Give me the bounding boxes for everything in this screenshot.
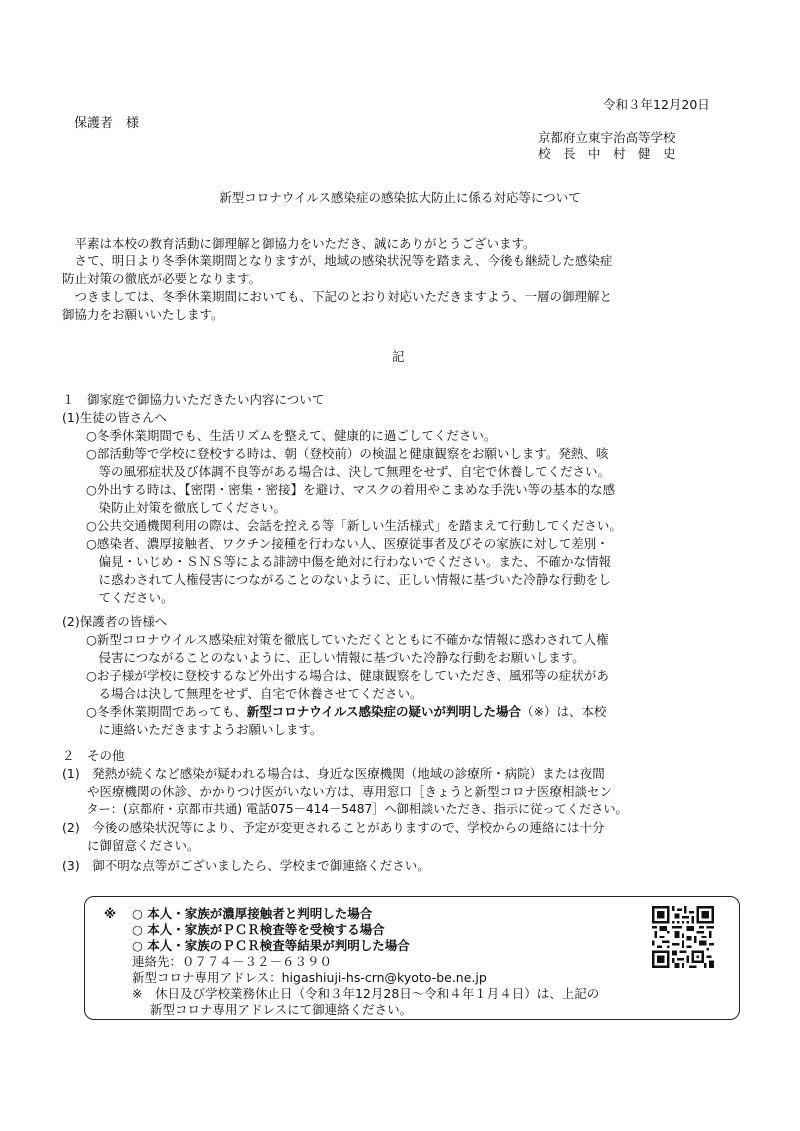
sub2-heading: (2)保護者の皆様へ [62, 614, 168, 629]
notice-case: ○ 本人・家族が濃厚接触者と判明した場合 [132, 906, 373, 921]
intro-line: つきましては、冬季休業期間においても、下記のとおり対応いただきますよう、一層の御理解と [62, 289, 613, 304]
contact-email[interactable]: 新型コロナ専用アドレス：higashiuji-hs-crn@kyoto-be.ne.jp [132, 970, 487, 985]
list-item: ○公共交通機関利用の際は、会話を控える等「新しい生活様式」を踏まえて行動してください。 [86, 518, 622, 533]
section1-heading: １ 御家庭で御協力いただきたい内容について [62, 392, 325, 407]
list-item-cont: てください。 [86, 590, 174, 605]
intro-line: さて、明日より冬季休業期間となりますが、地域の感染状況等を踏まえ、今後も継続した感染症 [62, 253, 613, 268]
list-item: ○感染者、濃厚接触者、ワクチン接種を行わない人、医療従事者及びその家族に対して差別・ [86, 536, 609, 551]
list-item-cont: 等の風邪症状及び体調不良等がある場合は、決して無理をせず、自宅で休養してください。 [86, 464, 611, 479]
list-item-cont: に連絡いただきますようお願いします。 [86, 722, 323, 737]
date: 令和３年12月20日 [603, 97, 710, 112]
emphasis-text: 新型コロナウイルス感染症の疑いが判明した場合 [246, 704, 522, 719]
contact-phone: 連絡先：０７７４－３２－６３９０ [132, 954, 333, 969]
list-item-text: （※）は、本校 [521, 704, 607, 719]
qr-code-icon[interactable] [652, 906, 714, 968]
list-item-cont: に御留意ください。 [62, 838, 200, 853]
holiday-note-cont: 新型コロナ専用アドレスにて御連絡ください。 [150, 1002, 413, 1017]
list-item-cont: ター：(京都府・京都市共通) 電話075－414－5487］へ御相談いただき、指示に従ってください。 [62, 802, 628, 816]
list-item [86, 704, 607, 719]
ki-label: 記 [392, 349, 405, 364]
list-item: ○外出する時は、【密閉・密集・密接】を避け、マスクの着用やこまめな手洗い等の基本的な感 [86, 482, 616, 497]
list-item: ○お子様が学校に登校するなど外出する場合は、健康観察をしていただき、風邪等の症状があ [86, 668, 609, 683]
notice-mark: ※ [104, 906, 117, 921]
list-item: ○冬季休業期間でも、生活リズムを整えて、健康的に過ごしてください。 [86, 428, 497, 443]
list-item-cont: 染防止対策を徹底してください。 [86, 500, 287, 515]
notice-case: ○ 本人・家族がＰＣＲ検査等を受検する場合 [132, 922, 385, 937]
list-item-text: ○冬季休業期間であっても、 [86, 704, 247, 719]
sub1-heading: (1)生徒の皆さんへ [62, 410, 167, 425]
list-item-cont: 偏見・いじめ・ＳＮＳ等による誹謗中傷を絶対に行わないでください。また、不確かな情報 [86, 554, 612, 569]
principal-name: 校 長 中 村 健 史 [538, 146, 676, 161]
notice-case: ○ 本人・家族のＰＣＲ検査等結果が判明した場合 [132, 938, 410, 953]
list-item-cont: や医療機関の休診、かかりつけ医がいない方は、専用窓口［きょうと新型コロナ医療相談セン [62, 784, 613, 799]
list-item-cont: る場合は決して無理をせず、自宅で休養させてください。 [86, 686, 423, 701]
list-item-cont: に惑わされて人権侵害につながることのないように、正しい情報に基づいた冷静な行動をし [86, 572, 611, 587]
section2-heading: ２ その他 [62, 748, 125, 763]
addressee: 保護者 様 [74, 116, 140, 131]
intro-line: 平素は本校の教育活動に御理解と御協力をいただき、誠にありがとうございます。 [62, 236, 536, 251]
list-item: ○新型コロナウイルス感染症対策を徹底していただくとともに不確かな情報に惑わされて人権 [86, 632, 609, 647]
list-item: (1) 発熱が続くなど感染が疑われる場合は、身近な医療機関（地域の診療所・病院）または夜間 [62, 766, 605, 781]
intro-line: 防止対策の徹底が必要となります。 [62, 271, 262, 286]
school-name: 京都府立東宇治高等学校 [538, 130, 676, 145]
holiday-note: ※ 休日及び学校業務休止日（令和３年12月28日～令和４年１月４日）は、上記の [132, 986, 600, 1001]
list-item-cont: 侵害につながることのないように、正しい情報に基づいた冷静な行動をお願いします。 [86, 650, 585, 665]
list-item: (3) 御不明な点等がございましたら、学校まで御連絡ください。 [62, 858, 430, 873]
list-item: ○部活動等で学校に登校する時は、朝（登校前）の検温と健康観察をお願いします。発熱、咳 [86, 446, 609, 461]
page-title: 新型コロナウイルス感染症の感染拡大防止に係る対応等について [219, 190, 581, 205]
list-item: (2) 今後の感染状況等により、予定が変更されることがありますので、学校からの連絡には十分 [62, 820, 605, 835]
intro-line: 御協力をお願いいたします。 [62, 307, 224, 322]
